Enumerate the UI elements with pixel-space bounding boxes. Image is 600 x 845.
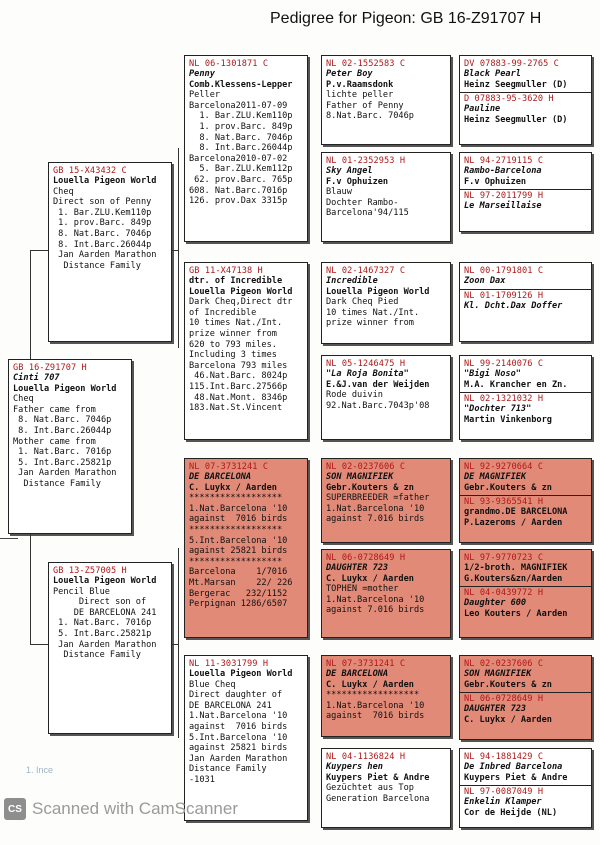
ring-number: NL 05-1246475 H	[326, 359, 406, 369]
pigeon-name: "Bigi Noso"	[464, 369, 521, 379]
divider	[460, 495, 591, 496]
pedigree-line: Jan Aarden Marathon	[13, 468, 117, 479]
pedigree-line: of Incredible	[189, 307, 257, 318]
pedigree-line: C. Luykx / Aarden	[189, 482, 277, 493]
pedigree-line: prize winner from	[326, 318, 414, 329]
ring-number: NL 94-2719115 C	[464, 156, 544, 166]
pedigree-line: G.Kouters&zn/Aarden	[464, 573, 563, 584]
ring-number: GB 13-Z57005 H	[53, 566, 127, 576]
pedigree-line: Distance Family	[13, 478, 101, 489]
pedigree-line: Jan Aarden Marathon	[53, 639, 157, 650]
pedigree-line: 1.Nat.Barcelona '10	[189, 503, 288, 514]
pedigree-line: Distance Family	[189, 764, 267, 775]
pedigree-line: Dark Cheq,Direct dtr	[189, 297, 293, 308]
pigeon-name: Le Marseillaise	[464, 201, 542, 212]
pedigree-card-ggg-8	[459, 748, 592, 828]
pedigree-card-ggg-1	[459, 55, 592, 145]
pedigree-line: Kuypers Piet & Andre	[464, 772, 568, 783]
pigeon-name: Enkelin Klamper	[464, 797, 542, 808]
pedigree-line: ******************	[189, 556, 283, 567]
pedigree-card-sd-sire	[321, 262, 451, 344]
pedigree-line: 8. Int.Barc.26044p	[53, 239, 152, 250]
pedigree-line: prize winner from	[189, 328, 277, 339]
pedigree-line: 8. Int.Barc.26044p	[189, 143, 293, 154]
pedigree-line: Louella Pigeon World	[189, 669, 293, 679]
pedigree-line: F.v Ophuizen	[326, 176, 389, 187]
pigeon-name: Daughter 600	[464, 598, 527, 609]
pedigree-card-ggg-3	[459, 262, 592, 342]
pedigree-line: Blauw	[326, 187, 352, 198]
ring-number: NL 97-0087049 H	[464, 787, 544, 798]
pedigree-line: Generation Barcelona	[326, 793, 430, 804]
pedigree-line: ******************	[189, 524, 283, 535]
divider	[460, 189, 591, 190]
pedigree-line: E.&J.van der Weijden	[326, 379, 430, 390]
pedigree-line: Distance Family	[53, 650, 141, 661]
pedigree-line: 1.Nat.Barcelona '10	[326, 503, 425, 514]
pedigree-line: F.v Ophuizen	[464, 176, 527, 187]
pigeon-name: Incredible	[326, 276, 378, 286]
pedigree-card-ds-dam	[321, 549, 451, 638]
pedigree-line: Perpignan 1286/6507	[189, 599, 288, 610]
pedigree-line: -1031	[189, 774, 215, 785]
pedigree-line: 8. Nat.Barc. 7046p	[13, 415, 112, 426]
divider	[460, 692, 591, 693]
pedigree-line: Father came from	[13, 404, 96, 415]
pedigree-line: Father of Penny	[326, 100, 404, 111]
pedigree-line: Rode duivin	[326, 390, 383, 401]
pedigree-line: TOPHEN =mother	[326, 584, 399, 595]
pedigree-card-ggg-6	[459, 549, 592, 638]
pedigree-line: Barcelona 793 miles	[189, 360, 288, 371]
pedigree-line: Jan Aarden Marathon	[189, 753, 288, 764]
divider	[460, 289, 591, 290]
ring-number: NL 04-1136824 H	[326, 752, 406, 762]
pigeon-name: SON MAGNIFIEK	[326, 472, 394, 482]
pedigree-line: 8. Int.Barc.26044p	[13, 425, 112, 436]
pedigree-line: Louella Pigeon World	[13, 383, 117, 394]
pedigree-line: Louella Pigeon World	[326, 286, 430, 297]
pedigree-line: 1. Bar.ZLU.Kem110p	[189, 111, 293, 122]
pedigree-line: 1. prov.Barc. 849p	[53, 218, 152, 229]
pedigree-line: 5.Int.Barcelona '10	[189, 732, 288, 743]
ring-number: NL 92-9270664 C	[464, 462, 544, 472]
pedigree-line: 92.Nat.Barc.7043p'08	[326, 400, 430, 411]
pedigree-line: Distance Family	[53, 260, 141, 271]
ring-number: DV 07883-99-2765 C	[464, 59, 559, 69]
pedigree-line: Kuypers Piet & Andre	[326, 772, 430, 783]
pedigree-card-dd-dam	[321, 748, 451, 828]
connector-line	[172, 644, 178, 645]
ring-number: NL 02-1467327 C	[326, 266, 406, 276]
pedigree-line: 5. Int.Barc.25821p	[13, 457, 112, 468]
camscanner-logo-icon: CS	[4, 798, 26, 820]
pedigree-line: 126. prov.Dax 3315p	[189, 196, 288, 207]
pigeon-name: DE BARCELONA	[189, 472, 252, 482]
page-title: Pedigree for Pigeon: GB 16-Z91707 H	[270, 10, 542, 27]
pedigree-line: 48.Nat.Mont. 8346p	[189, 392, 288, 403]
pedigree-card-sire-dam	[184, 262, 308, 440]
pedigree-card-dam-sire	[184, 458, 308, 638]
pedigree-line: against 7016 birds	[326, 711, 425, 722]
pedigree-line: Barcelona 1/7016	[189, 567, 288, 578]
pedigree-line: Direct son of	[53, 597, 147, 608]
pedigree-line: 5. Int.Barc.25821p	[53, 628, 152, 639]
pedigree-line: Louella Pigeon World	[53, 576, 157, 586]
pedigree-card-sd-dam	[321, 355, 451, 440]
pedigree-line: Dochter Rambo-	[326, 197, 399, 208]
pedigree-line: Barcelona2010-07-02	[189, 153, 288, 164]
scanner-watermark	[4, 798, 238, 820]
pedigree-line: Direct son of Penny	[53, 197, 152, 208]
pedigree-line: Pencil Blue	[53, 586, 110, 597]
ring-number: NL 06-1301871 C	[189, 59, 269, 69]
pedigree-card-ggg-7	[459, 655, 592, 740]
pedigree-line: ******************	[189, 493, 283, 504]
pedigree-card-dd-sire	[321, 655, 451, 737]
pedigree-line: SUPERBREEDER =father	[326, 493, 430, 504]
pedigree-card-dam-dam	[184, 655, 308, 821]
divider	[460, 392, 591, 393]
divider	[460, 785, 591, 786]
pedigree-line: lichte peller	[326, 90, 394, 101]
ring-number: NL 01-2352953 H	[326, 156, 406, 166]
pigeon-name: Cinti 707	[13, 373, 60, 383]
ring-number: NL 97-9770723 C	[464, 553, 544, 563]
pedigree-line: 1.Nat.Barcelona '10	[189, 711, 288, 722]
ring-number: NL 97-2011799 H	[464, 191, 544, 202]
pedigree-card-ggg-4	[459, 355, 592, 440]
ring-number: NL 94-1881429 C	[464, 752, 544, 762]
pedigree-line: 1. Nat.Barc. 7016p	[53, 618, 152, 629]
ring-number: NL 07-3731241 C	[326, 659, 406, 669]
connector-line	[178, 148, 179, 348]
pedigree-line: 8. Nat.Barc. 7046p	[189, 132, 293, 143]
pedigree-line: Including 3 times	[189, 350, 277, 361]
ring-number: NL 01-1709126 H	[464, 290, 544, 301]
pedigree-line: C. Luykx / Aarden	[464, 714, 552, 725]
pedigree-line: against 25821 birds	[189, 743, 288, 754]
pedigree-line: grandmo.DE BARCELONA	[464, 507, 568, 518]
pedigree-line: 5. Bar.ZLU.Kem112p	[189, 164, 293, 175]
pedigree-line: Louella Pigeon World	[189, 286, 293, 297]
pedigree-card-ds-sire	[321, 458, 451, 543]
pedigree-card-subject	[8, 359, 132, 534]
pedigree-line: Mt.Marsan 22/ 226	[189, 577, 293, 588]
faint-text: 1. Ince	[26, 765, 54, 775]
pedigree-line: against 25821 birds	[189, 546, 288, 557]
pedigree-line: Cheq	[13, 394, 34, 405]
pedigree-line: Blue Cheq	[189, 679, 236, 690]
pedigree-line: 62. prov.Barc. 765p	[189, 174, 293, 185]
pedigree-line: Peller	[189, 90, 221, 101]
pedigree-line: 1. Bar.ZLU.Kem110p	[53, 207, 152, 218]
pedigree-line: Gebr.Kouters & zn	[464, 482, 552, 493]
pigeon-name: De Inbred Barcelona	[464, 762, 563, 772]
pedigree-line: against 7.016 birds	[326, 605, 425, 616]
pedigree-line: 1. prov.Barc. 849p	[189, 121, 293, 132]
pedigree-line: 608. Nat.Barc.7016p	[189, 185, 288, 196]
pedigree-line: dtr. of Incredible	[189, 276, 283, 286]
ring-number: GB 11-X47138 H	[189, 266, 263, 276]
connector-line	[30, 250, 31, 359]
pedigree-card-sire-sire	[184, 55, 308, 242]
pedigree-line: Gebr.Kouters & zn	[464, 679, 552, 690]
pigeon-name: Sky Angel	[326, 166, 373, 176]
pedigree-line: DE BARCELONA 241	[53, 607, 157, 618]
pedigree-line: against 7016 birds	[189, 721, 288, 732]
pedigree-card-sire	[48, 162, 172, 342]
pedigree-line: M.A. Krancher en Zn.	[464, 379, 568, 390]
pigeon-name: Pauline	[464, 104, 501, 115]
pedigree-line: C. Luykx / Aarden	[326, 573, 414, 584]
pedigree-line: Barcelona'94/115	[326, 208, 409, 219]
pedigree-line: 1.Nat.Barcelona '10	[326, 594, 425, 605]
pigeon-name: Kl. Dcht.Dax Doffer	[464, 300, 563, 311]
pedigree-line: Barcelona2011-07-09	[189, 100, 288, 111]
pedigree-card-ggg-2	[459, 152, 592, 232]
ring-number: NL 02-1552583 C	[326, 59, 406, 69]
ring-number: NL 99-2140076 C	[464, 359, 544, 369]
pedigree-line: Leo Kouters / Aarden	[464, 608, 568, 619]
ring-number: GB 15-X43432 C	[53, 166, 127, 176]
ring-number: NL 06-0728649 H	[326, 553, 406, 563]
pedigree-line: against 7016 birds	[189, 514, 288, 525]
pedigree-line: Dark Cheq Pied	[326, 297, 399, 308]
ring-number: NL 02-0237606 C	[464, 659, 544, 669]
connector-line	[30, 534, 31, 644]
connector-line	[172, 250, 178, 251]
pedigree-line: 5.Int.Barcelona '10	[189, 535, 288, 546]
pedigree-line: 10 times Nat./Int.	[189, 318, 283, 329]
pedigree-line: Gezüchtet aus Top	[326, 783, 414, 794]
pigeon-name: DAUGHTER 723	[326, 563, 389, 573]
pedigree-line: 115.Int.Barc.27566p	[189, 381, 288, 392]
ring-number: NL 00-1791801 C	[464, 266, 544, 276]
pedigree-line: Gebr.Kouters & zn	[326, 482, 414, 493]
ring-number: NL 02-1321032 H	[464, 394, 544, 405]
pedigree-line: C. Luykx / Aarden	[326, 679, 414, 690]
pedigree-line: 1.Nat.Barcelona '10	[326, 700, 425, 711]
ring-number: NL 04-0439772 H	[464, 588, 544, 599]
pedigree-line: P.Lazeroms / Aarden	[464, 517, 563, 528]
pigeon-name: Penny	[189, 69, 215, 79]
pigeon-name: Kuypers hen	[326, 762, 383, 772]
pigeon-name: "La Roja Bonita"	[326, 369, 409, 379]
pedigree-card-ggg-5	[459, 458, 592, 543]
ring-number: NL 02-0237606 C	[326, 462, 406, 472]
pigeon-name: DAUGHTER 723	[464, 704, 527, 715]
pigeon-name: Rambo-Barcelona	[464, 166, 542, 176]
ring-number: NL 07-3731241 C	[189, 462, 269, 472]
pedigree-line: Louella Pigeon World	[53, 176, 157, 186]
pedigree-line: 1/2-broth. MAGNIFIEK	[464, 563, 568, 573]
divider	[0, 538, 18, 549]
pedigree-line: 8. Nat.Barc. 7046p	[53, 228, 152, 239]
pedigree-line: Heinz Seegmuller (D)	[464, 79, 568, 90]
pedigree-line: Bergerac 232/1152	[189, 588, 288, 599]
ring-number: D 07883-95-3620 H	[464, 94, 554, 105]
watermark-text: Scanned with CamScanner	[32, 799, 239, 818]
pedigree-line: 8.Nat.Barc. 7046p	[326, 111, 414, 122]
pedigree-card-ss-sire	[321, 55, 451, 145]
pedigree-line: DE BARCELONA 241	[189, 700, 272, 711]
pedigree-line: Mother came from	[13, 436, 96, 447]
divider	[460, 586, 591, 587]
pedigree-card-dam	[48, 562, 172, 734]
ring-number: NL 11-3031799 H	[189, 659, 269, 669]
pigeon-name: Zoon Dax	[464, 276, 506, 286]
pigeon-name: DE MAGNIFIEK	[464, 472, 527, 482]
pedigree-line: 1. Nat.Barc. 7016p	[13, 447, 112, 458]
pedigree-line: Cheq	[53, 186, 74, 197]
pedigree-line: Comb.Klessens-Lepper	[189, 79, 293, 90]
pedigree-line: Martin Vinkenborg	[464, 414, 552, 425]
pedigree-line: against 7.016 birds	[326, 514, 425, 525]
connector-line	[30, 644, 48, 645]
pedigree-line: 10 times Nat./Int.	[326, 307, 420, 318]
pedigree-line: P.v.Raamsdonk	[326, 79, 394, 90]
pedigree-line: Heinz Seegmuller (D)	[464, 114, 568, 125]
pedigree-line: Direct daughter of	[189, 690, 283, 701]
ring-number: NL 06-0728649 H	[464, 694, 544, 705]
pigeon-name: "Dochter 713"	[464, 404, 532, 415]
divider	[460, 92, 591, 93]
ring-number: NL 93-9365541 H	[464, 497, 544, 508]
pigeon-name: DE BARCELONA	[326, 669, 389, 679]
pedigree-line: Cor de Heijde (NL)	[464, 807, 558, 818]
pedigree-line: 620 to 793 miles.	[189, 339, 277, 350]
pedigree-line: ******************	[326, 690, 420, 701]
pedigree-card-ss-dam	[321, 152, 451, 242]
connector-line	[178, 548, 179, 738]
pigeon-name: SON MAGNIFIEK	[464, 669, 532, 679]
pedigree-line: Jan Aarden Marathon	[53, 250, 157, 261]
pigeon-name: Black Pearl	[464, 69, 521, 79]
connector-line	[30, 250, 48, 251]
pedigree-line: 46.Nat.Barc. 8024p	[189, 371, 288, 382]
pedigree-line: 183.Nat.St.Vincent	[189, 403, 283, 414]
ring-number: GB 16-Z91707 H	[13, 363, 87, 373]
pigeon-name: Peter Boy	[326, 69, 373, 79]
